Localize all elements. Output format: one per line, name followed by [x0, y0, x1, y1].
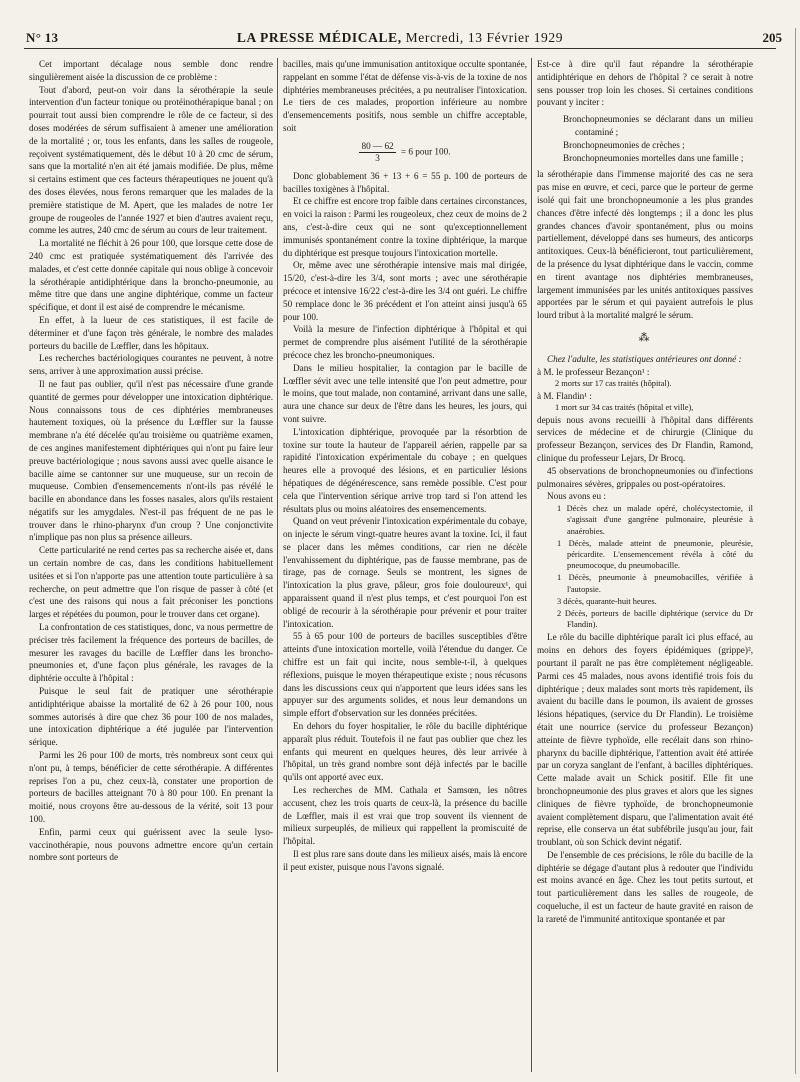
- list-item: 1 Décès chez un malade opéré, cholécystectomie, il s'agissait d'une gangrène pulmonaire, pleurésie à anaérobies.: [557, 504, 753, 536]
- list-item: 1 Décès, pneumonie à pneumobacilles, vérifiée à l'autopsie.: [557, 573, 753, 594]
- column-separator: [531, 58, 532, 1072]
- header-rule: [24, 48, 776, 49]
- paragraph: Les recherches de MM. Cathala et Samsœn, les nôtres accusent, chez les trois quarts de ceux-là, la présence du bacille de Lœffler, mais il est vrai que trop souvent ils viennent de milieux surpeuplés, de milieux qui rappellent la promiscuité de l'hôpital.: [283, 785, 527, 847]
- column-separator: [277, 58, 278, 1072]
- list-item: Bronchopneumonies de crèches ;: [563, 139, 685, 150]
- statistic-label: à M. Flandin¹ :: [537, 390, 592, 401]
- paragraph: Le rôle du bacille diphtérique paraît ici plus effacé, au moins en dehors des foyers épidémiques (grippe)², pourtant il paraît ne pas être complètement négligeable. Parmi ces 45 malades, nous avons identifié trois fois du diphtérique ; deux malades sont morts très rapidement, ils avaient du bacille dans le poumon, ils avaient de grosses lésions hépatiques, (service du Dr Flandin). Le troisième était une nourrice (service du professeur Bezançon) atteinte de fièvre typhoïde, elle recélait dans son rhino-pharynx du bacille diphtérique, l'attention avait été attirée par un coryza sanglant de l'enfant, à bacilles diphtériques. Cette malade avait un Schick positif. Elle fit une bronchopneumonie des plus graves et alors que les signes cliniques de fièvre typhoïde, de bronchopneumonie avaient complètement disparu, que l'alimentation avait été reprise, elle conserva un état subfébrile jusqu'au jour, fait troublant, où son Schick devint négatif.: [537, 632, 753, 848]
- paragraph: Est-ce à dire qu'il faut répandre la sérothérapie antidiphtérique en dehors de l'hôpital ? ce serait à notre sens pousser trop loin les choses. Si certaines conditions pouvant y inciter :: [537, 59, 753, 108]
- column-1: [29, 58, 273, 1076]
- fraction-denominator: 3: [375, 152, 380, 163]
- paragraph: Donc globablement 36 + 13 + 6 = 55 p. 100 de porteurs de bacilles toxigènes à l'hôpital.: [283, 170, 527, 194]
- paragraph: 45 observations de bronchopneumonies ou d'infections pulmonaires sévères, grippales ou post-opératoires.: [537, 465, 753, 489]
- statistic-item: [537, 366, 753, 390]
- paragraph: En dehors du foyer hospitalier, le rôle du bacille diphtérique apparaît plus réduit. Toutefois il ne faut pas oublier que chez les enfants qui meurent en quelques heures, dès leur arrivée à l'hôpital, un très grand nombre sont déjà infectés par le bacille qu'ils ont apporté avec eux.: [283, 721, 527, 783]
- paragraph: De l'ensemble de ces précisions, le rôle du bacille de la diphtérie se dégage d'autant plus à redouter que l'individu est moins avancé en âge. Chez les tout petits surtout, et tout particulièrement dans les salles de rougeole, de coqueluche, il est un facteur de haute gravité en raison de la rareté de l'immunité antitoxique spontanée et par: [537, 849, 753, 924]
- paragraph: L'intoxication diphtérique, provoquée par la résorbtion de toxine sur toute la hauteur de l'appareil aérien, rappelle par sa rapidité l'intoxication expérimentale du cobaye ; en quelques heures elle a provoqué des lésions, et en particulier lésions hépatiques de dégénérescence, sans remède possible. C'est pour cela que l'intervention sérique arrive trop tard si l'on attend les résultats plus ou moins aléatoires des ensemencements.: [283, 426, 527, 514]
- adult-intro: Chez l'adulte, les statistiques antérieures ont donné :: [547, 353, 742, 364]
- paragraph: Enfin, parmi ceux qui guérissent avec la seule lyso-vaccinothérapie, nous pouvons admettre encore qu'un certain nombre sont porteurs de: [29, 826, 273, 863]
- fraction-numerator: 80 — 62: [361, 140, 394, 151]
- page-number: 205: [762, 30, 782, 45]
- paragraph: Nous avons eu :: [547, 491, 606, 502]
- page-header: [0, 0, 800, 50]
- list-item: Bronchopneumonies mortelles dans une famille ;: [563, 152, 744, 163]
- list-item: Bronchopneumonies se déclarant dans un milieu contaminé ;: [563, 114, 753, 137]
- column-3: [537, 58, 753, 1076]
- paragraph: depuis nous avons recueilli à l'hôpital dans différents services de médecine et de chirurgie (Clinique du professeur Bezançon, services des Dr Flandin, Ramond, clinique du professeur Lejars, Dr Brocq.: [537, 414, 753, 463]
- issue-number: N° 13: [26, 30, 59, 45]
- section-divider-asterism: ⁂: [638, 331, 652, 344]
- paragraph: La mortalité ne fléchit à 26 pour 100, que lorsque cette dose de 240 cmc est pratiquée systématiquement dès l'arrivée des malades, et c'est cette donnée capitale qui nous oblige à concevoir la sérothérapie antidiphtérique dans la broncho-pneumonie, au même titre que dans une angine diphtérique, comme un facteur spécifique, et dont il est aisé de comprendre le mécanisme.: [29, 238, 273, 313]
- paragraph: Or, même avec une sérothérapie intensive mais mal dirigée, 15/20, c'est-à-dire les 3/4, sont morts ; avec une sérothérapie précoce et intensive 16/22 c'est-à-dire les 3/4 ont guéri. Le chiffre 50 remplace donc le 36 précédent et l'on atteint ainsi jusqu'à 65 pour 100.: [283, 260, 527, 322]
- journal-title: [0, 30, 800, 46]
- statistic-detail: 2 morts sur 17 cas traités (hôpital).: [555, 379, 672, 389]
- paragraph: Et ce chiffre est encore trop faible dans certaines circonstances, en voici la raison : Parmi les rougeoleux, chez ceux de moins de 2 ans, c'est-à-dire ceux qui ne sont qu'exceptionnellement immunisés spontanément contre la toxine diphtérique, la marque du diphtérique est presque toujours l'intoxication mortelle.: [283, 196, 527, 258]
- fraction: [359, 141, 395, 164]
- paragraph: En effet, à la lueur de ces statistiques, il est facile de déterminer et d'une façon très générale, le nombre des malades porteurs du bacille de Lœffler, dans les hôpitaux.: [29, 314, 273, 351]
- issue-date: Mercredi, 13 Février 1929: [405, 30, 564, 45]
- paragraph: Cette particularité ne rend certes pas sa recherche aisée et, dans un certain nombre de cas, dans les conditions habituellement usitées et si l'on n'apporte pas une attention toute particulière à sa recherche, on peut admettre que l'on risque de passer à côté (et c'est une des raisons qui nous a fait préconiser les ponctions larges et répétées du poumon, pour le trouver dans cet organe).: [29, 545, 273, 620]
- conditions-list: [563, 113, 753, 164]
- paragraph: Cet important décalage nous semble donc rendre singulièrement aisée la discussion de ce problème :: [29, 59, 273, 82]
- paragraph: Dans le milieu hospitalier, la contagion par le bacille de Lœffler sévit avec une telle intensité que l'on peut admettre, pour le moins, que tout malade, non contaminé, arrivant dans une salle, aura une chance sur deux de l'être dans les heures, les jours, qui vont suivre.: [283, 362, 527, 424]
- formula: [283, 141, 527, 164]
- paragraph: Quand on veut prévenir l'intoxication expérimentale du cobaye, on injecte le sérum vingt-quatre heures avant la toxine. Ici, il faut se placer dans les mêmes conditions, car rien ne décèle l'envahissement du diphtérique, pas de fausse membrane, pas de tirage, pas de cornage. Seuls se montrent, les signes de l'intoxication la plus grave, pâleur, gros foie douloureux¹, qui apparaissent quand il n'est plus temps, et c'est pourquoi l'on est obligé de recourir à la sérothérapie pour prévenir et pour traiter l'intoxication.: [283, 516, 527, 629]
- paragraph: La confrontation de ces statistiques, donc, va nous permettre de préciser très facilement la fréquence des porteurs de bacilles, de mesurer les ravages du bacille de Lœffler dans les broncho-pneumonies et, d'une façon plus générale, les ravages de la diphtérie occulte à l'hôpital :: [29, 622, 273, 684]
- page-edge-rule: [795, 28, 796, 1074]
- formula-result: = 6 pour 100.: [400, 146, 451, 157]
- paragraph: Parmi les 26 pour 100 de morts, très nombreux sont ceux qui n'ont pu, à temps, bénéficier de cette sérothérapie. A différentes reprises l'on a pu, chez ceux-là, constater une proportion de porteurs de bacilles atteignant 70 à 80 pour 100. En prenant la moitié, nous croyons être au-dessous de la vérité, soit 13 pour 100.: [29, 750, 273, 825]
- column-2: [283, 58, 527, 1076]
- paragraph: Puisque le seul fait de pratiquer une sérothérapie antidiphtérique abaisse la mortalité de 62 à 26 pour 100, nous sommes autorisés à dire que chez 36 pour 100 de nos malades, une intoxication diphtérique a été jugulée par l'intervention sérique.: [29, 686, 273, 748]
- paragraph: bacilles, mais qu'une immunisation antitoxique occulte spontanée, rappelant en somme l'état de défense vis-à-vis de la toxine de nos diphtéries membraneuses précitées, a pu neutraliser l'intoxication. Le tiers de ces malades, proportion inférieure au nombre d'ensemencements positifs, nous semble un chiffre acceptable, soit: [283, 59, 527, 133]
- list-item: 3 décès, quarante-huit heures.: [557, 596, 657, 606]
- list-item: 2 Décès, porteurs de bacille diphtérique (service du Dr Flandin).: [557, 608, 753, 630]
- list-item: 1 Décès, malade atteint de pneumonie, pleurésie, péricardite. L'ensemencement révéla à côté du pneumocoque, du pneumobacille.: [557, 538, 753, 571]
- paragraph: [537, 353, 753, 366]
- paragraph: Il ne faut pas oublier, qu'il n'est pas nécessaire d'une grande quantité de germes pour développer une intoxication diphtérique. Nous connaissons tous de ces diphtéries membraneuses hautement toxiques, où la présence du Lœffler sur la fausse membrane n'a été décelée qu'au troisième ou quatrième examen, de ces angines manifestement diphtériques qui n'ont pu faire leur preuve bactériologique ; nous savons aussi avec quelle aisance le bacille aime se cantonner sur une muqueuse, sur un recoin de muqueuse. Combien d'ensemencements n'ont-ils pas révélé le bacille en abondance dans les fosses nasales, alors qu'ils restaient négatifs sur les amygdales. N'est-il pas fréquent de ne pas le trouver dans le rhino-pharynx d'un croup ? Une conjonctivite n'implique pas non plus sa présence ailleurs.: [29, 378, 273, 543]
- paragraph: Les recherches bactériologiques courantes ne peuvent, à notre sens, arriver à une approximation aussi précise.: [29, 353, 273, 377]
- paragraph: Tout d'abord, peut-on voir dans la sérothérapie la seule intervention d'un facteur tonique ou protéinothérapique banal ; on pourrait tout aussi bien comprendre le rôle de ce facteur, si des doses modérées de sérum suffisaient à amener une amélioration de la mortalité ; or, tous les enfants, dans les salles de rougeole, reçoivent systématiquement, dès le début 10 à 20 cmc de sérum, sans que la mortalité n'en ait été jamais modifiée. De plus, même si certains estiment que ces facteurs thérapeutiques ne jouent qu'à des doses élevées, nous ferons remarquer que les malades de la première statistique de M. Apert, que les malades de notre 1er groupe de rougeoles de l'année 1927 et bien d'autres avaient reçu, comme les autres, 240 cmc de sérum au cours de leur traitement.: [29, 84, 273, 236]
- statistic-label: à M. le professeur Bezançon¹ :: [537, 366, 650, 377]
- deaths-list: [537, 503, 753, 630]
- statistic-detail: 1 mort sur 34 cas traités (hôpital et ville),: [555, 403, 694, 413]
- paragraph: Voilà la mesure de l'infection diphtérique à l'hôpital et qui permet de comprendre plus aisément l'utilité de la sérothérapie précoce chez les broncho-pneumoniques.: [283, 324, 527, 360]
- paragraph: 55 à 65 pour 100 de porteurs de bacilles susceptibles d'être atteints d'une intoxication mortelle, voilà l'étendue du danger. Ce chiffre est un fait qui incite, nous semble-t-il, à quelques réflexions, puisque le moyen thérapeutique existe ; nous récusons dans les discussions ceux qui n'apportent que leurs idées sans les appuyer sur des arguments solides, et nous leur demandons un simple effort d'observation sur les données précitées.: [283, 631, 527, 719]
- paragraph: la sérothérapie dans l'immense majorité des cas ne sera pas mise en œuvre, et ceci, parce que le porteur de germe isolé qui fait une bronchopneumonie a les plus grandes chances d'être infecté dès longtemps ; il a donc les plus grandes chances d'avoir spontanément, plus ou moins partiellement, développé dans ses humeurs, des anticorps antitoxiques. Ceux-là bénéficieront, tout particulièrement, de la présence du lysat diphtérique dans le vaccin, comme en tirent avantage nos diphtéries membraneuses, largement immunisées par les unités antitoxiques passives apportées par le sérum et qui payaient autrefois le plus lourd tribut à la mortalité malgré le sérum.: [537, 169, 753, 321]
- statistic-item: [537, 390, 753, 414]
- paragraph: Il est plus rare sans doute dans les milieux aisés, mais là encore il peut exister, puisque nous l'avons signalé.: [283, 849, 527, 872]
- journal-name: LA PRESSE MÉDICALE,: [236, 30, 402, 45]
